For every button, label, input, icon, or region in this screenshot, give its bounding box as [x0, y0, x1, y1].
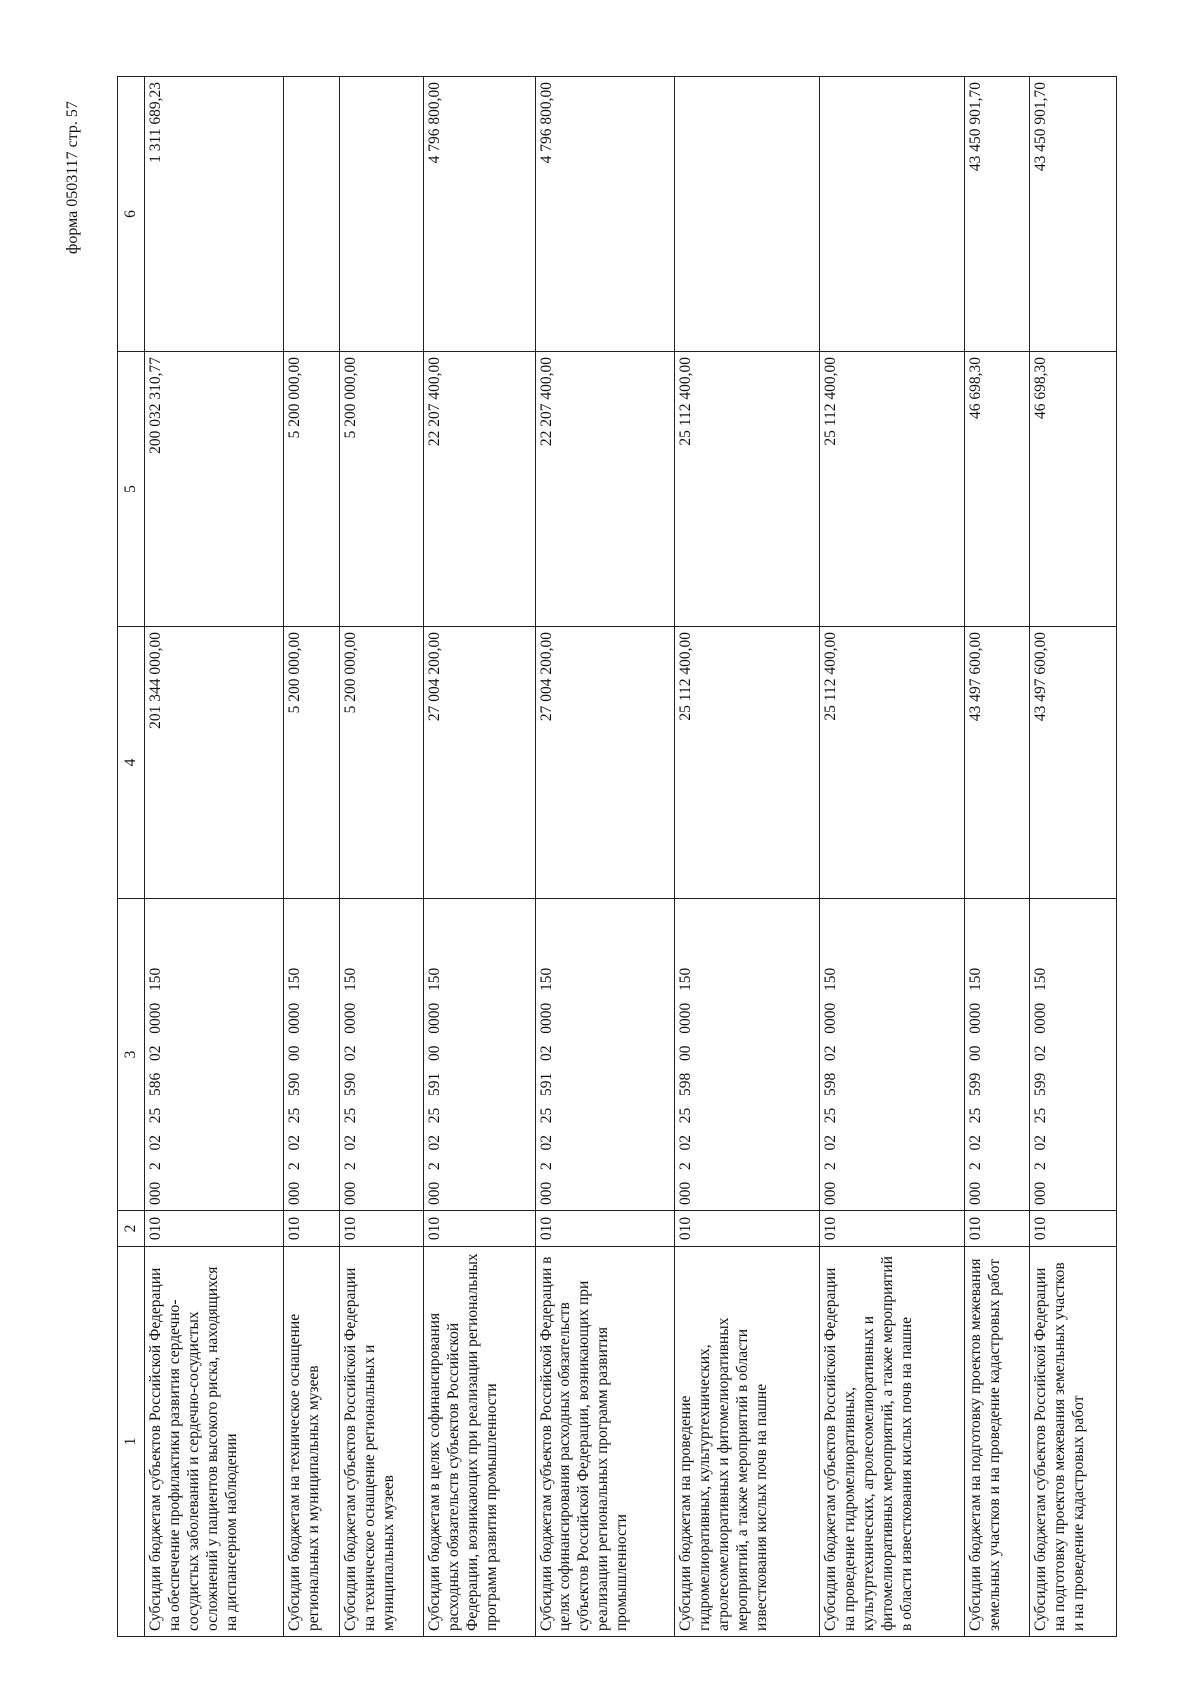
row-unexecuted: 1 311 689,23	[145, 77, 284, 352]
form-page-label	[64, 24, 84, 274]
table-row	[675, 77, 820, 1637]
row-name: Субсидии бюджетам в целях софинансирования расходных обязательств субъектов Российской Федерации, возникающих при реализации региональных программ развития промышленности	[423, 1247, 535, 1637]
table-header	[118, 77, 145, 1637]
row-executed: 46 698,30	[965, 352, 1030, 627]
row-budget-code: 000 2 02 25 598 02 0000 150	[820, 899, 965, 1211]
table-row	[1029, 77, 1116, 1637]
row-line-code: 010	[965, 1211, 1030, 1247]
header-row	[118, 77, 145, 1637]
row-name: Субсидии бюджетам субъектов Российской Федерации на техническое оснащение региональных и муниципальных музеев	[340, 1247, 424, 1637]
row-executed: 5 200 000,00	[284, 352, 340, 627]
row-approved: 27 004 200,00	[423, 627, 535, 899]
row-budget-code: 000 2 02 25 599 02 0000 150	[1029, 899, 1116, 1211]
row-name: Субсидии бюджетам на техническое оснащение региональных и муниципальных музеев	[284, 1247, 340, 1637]
row-executed: 5 200 000,00	[340, 352, 424, 627]
row-approved: 201 344 000,00	[145, 627, 284, 899]
row-line-code: 010	[145, 1211, 284, 1247]
row-line-code: 010	[820, 1211, 965, 1247]
row-budget-code: 000 2 02 25 599 00 0000 150	[965, 899, 1030, 1211]
row-budget-code: 000 2 02 25 598 00 0000 150	[675, 899, 820, 1211]
report-table	[117, 76, 1117, 1637]
table-body	[145, 77, 1117, 1637]
row-line-code: 010	[284, 1211, 340, 1247]
row-approved: 25 112 400,00	[675, 627, 820, 899]
row-name: Субсидии бюджетам на подготовку проектов межевания земельных участков и на проведение кадастровых работ	[965, 1247, 1030, 1637]
row-line-code: 010	[535, 1211, 674, 1247]
row-executed: 46 698,30	[1029, 352, 1116, 627]
table-row	[145, 77, 284, 1637]
row-unexecuted: 4 796 800,00	[535, 77, 674, 352]
row-approved: 25 112 400,00	[820, 627, 965, 899]
row-unexecuted: 4 796 800,00	[423, 77, 535, 352]
row-executed: 22 207 400,00	[423, 352, 535, 627]
table-row	[965, 77, 1030, 1637]
row-line-code: 010	[340, 1211, 424, 1247]
row-executed: 25 112 400,00	[820, 352, 965, 627]
col-header-1: 1	[118, 1247, 145, 1637]
row-executed: 200 032 310,77	[145, 352, 284, 627]
row-approved: 43 497 600,00	[965, 627, 1030, 899]
row-unexecuted	[820, 77, 965, 352]
row-unexecuted	[340, 77, 424, 352]
col-header-3: 3	[118, 899, 145, 1211]
table-row	[340, 77, 424, 1637]
row-budget-code: 000 2 02 25 591 00 0000 150	[423, 899, 535, 1211]
row-unexecuted: 43 450 901,70	[1029, 77, 1116, 352]
col-header-2: 2	[118, 1211, 145, 1247]
row-budget-code: 000 2 02 25 590 00 0000 150	[284, 899, 340, 1211]
col-header-4: 4	[118, 627, 145, 899]
row-unexecuted	[284, 77, 340, 352]
row-line-code: 010	[675, 1211, 820, 1247]
col-header-6: 6	[118, 77, 145, 352]
row-name: Субсидии бюджетам субъектов Российской Федерации на проведение гидромелиоративных, культуртехнических, агролесомелиоративных и фитомелиоративных мероприятий, а также мероприятий в области известкования кислых почв на пашне	[820, 1247, 965, 1637]
row-approved: 43 497 600,00	[1029, 627, 1116, 899]
row-approved: 27 004 200,00	[535, 627, 674, 899]
row-budget-code: 000 2 02 25 591 02 0000 150	[535, 899, 674, 1211]
table-row	[284, 77, 340, 1637]
row-executed: 25 112 400,00	[675, 352, 820, 627]
row-unexecuted	[675, 77, 820, 352]
row-unexecuted: 43 450 901,70	[965, 77, 1030, 352]
row-name: Субсидии бюджетам на проведение гидромелиоративных, культуртехнических, агролесомелиоративных и фитомелиоративных мероприятий, а также мероприятий в области известкования кислых почв на пашне	[675, 1247, 820, 1637]
row-approved: 5 200 000,00	[284, 627, 340, 899]
row-budget-code: 000 2 02 25 590 02 0000 150	[340, 899, 424, 1211]
table-row	[423, 77, 535, 1637]
row-approved: 5 200 000,00	[340, 627, 424, 899]
form-label-text: форма 0503117 стр. 57	[64, 101, 81, 254]
table-row	[820, 77, 965, 1637]
row-name: Субсидии бюджетам субъектов Российской Федерации на подготовку проектов межевания земельных участков и на проведение кадастровых работ	[1029, 1247, 1116, 1637]
col-header-5: 5	[118, 352, 145, 627]
row-name: Субсидии бюджетам субъектов Российской Федерации на обеспечение профилактики развития сердечно-сосудистых заболеваний и сердечно-сосудистых осложнений у пациентов высокого риска, находящихся на диспансерном наблюдении	[145, 1247, 284, 1637]
table-container	[117, 77, 1117, 1637]
row-line-code: 010	[1029, 1211, 1116, 1247]
row-line-code: 010	[423, 1211, 535, 1247]
row-executed: 22 207 400,00	[535, 352, 674, 627]
table-row	[535, 77, 674, 1637]
row-name: Субсидии бюджетам субъектов Российской Федерации в целях софинансирования расходных обязательств субъектов Российской Федерации, возникающих при реализации региональных программ развития промышленности	[535, 1247, 674, 1637]
row-budget-code: 000 2 02 25 586 02 0000 150	[145, 899, 284, 1211]
